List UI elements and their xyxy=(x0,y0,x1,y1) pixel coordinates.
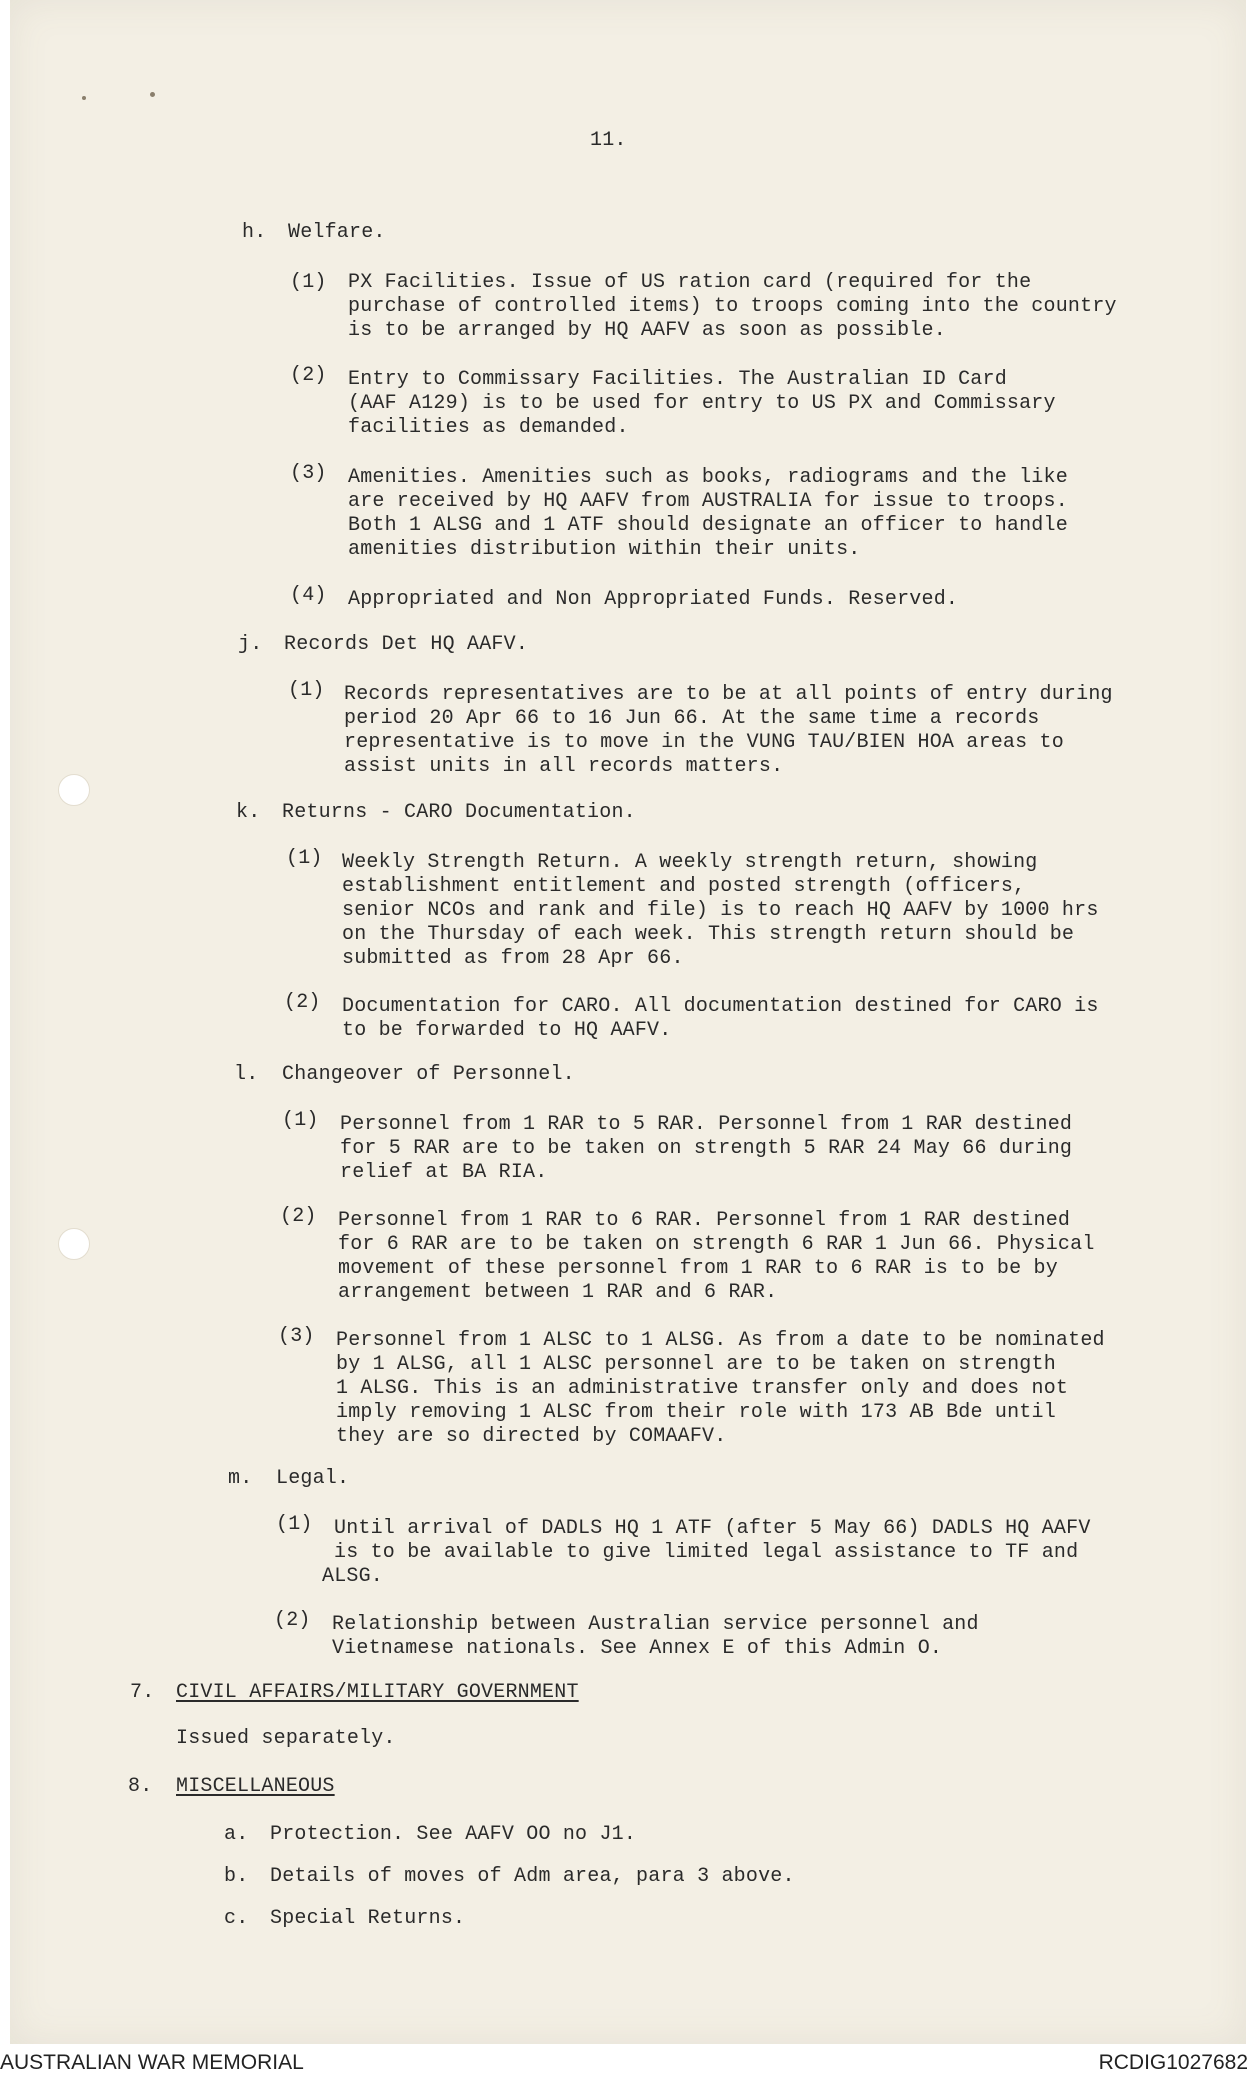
item-number: (1) xyxy=(288,679,325,702)
section-title-records: Records Det HQ AAFV. xyxy=(284,633,529,656)
section-label-h: h. xyxy=(242,221,267,244)
text-line: Documentation for CARO. All documentation destined for CARO is xyxy=(342,995,1099,1018)
paper-speck xyxy=(82,96,86,100)
text-line: senior NCOs and rank and file) is to reach HQ AAFV by 1000 hrs xyxy=(342,899,1099,922)
section-title-welfare: Welfare. xyxy=(288,221,386,244)
item-number: (2) xyxy=(284,991,321,1014)
text-line: Weekly Strength Return. A weekly strength return, showing xyxy=(342,851,1038,874)
misc-item-text: Details of moves of Adm area, para 3 above. xyxy=(270,1865,795,1888)
text-line: is to be arranged by HQ AAFV as soon as possible. xyxy=(348,319,946,342)
text-line: assist units in all records matters. xyxy=(344,755,784,778)
text-line: facilities as demanded. xyxy=(348,416,629,439)
item-number: (4) xyxy=(290,584,327,607)
item-number: (1) xyxy=(282,1109,319,1132)
section-label-k: k. xyxy=(236,801,261,824)
section-title-returns: Returns - CARO Documentation. xyxy=(282,801,636,824)
section-number-8: 8. xyxy=(128,1775,153,1798)
item-number: (3) xyxy=(278,1325,315,1348)
misc-item-label: c. xyxy=(224,1907,249,1930)
punch-hole-top xyxy=(58,774,90,806)
text-line: Appropriated and Non Appropriated Funds. Reserved. xyxy=(348,588,959,611)
text-line: Personnel from 1 ALSC to 1 ALSG. As from a date to be nominated xyxy=(336,1329,1105,1352)
punch-hole-bottom xyxy=(58,1228,90,1260)
section-heading-civil-affairs: CIVIL AFFAIRS/MILITARY GOVERNMENT xyxy=(176,1681,579,1704)
text-line: Personnel from 1 RAR to 5 RAR. Personnel from 1 RAR destined xyxy=(340,1113,1073,1136)
section-title-legal: Legal. xyxy=(276,1467,350,1490)
text-line: on the Thursday of each week. This strength return should be xyxy=(342,923,1075,946)
text-line: Until arrival of DADLS HQ 1 ATF (after 5 May 66) DADLS HQ AAFV xyxy=(334,1517,1091,1540)
misc-item-text: Protection. See AAFV OO no J1. xyxy=(270,1823,637,1846)
text-line: for 5 RAR are to be taken on strength 5 RAR 24 May 66 during xyxy=(340,1137,1073,1160)
section-label-l: l. xyxy=(234,1063,259,1086)
item-number: (1) xyxy=(276,1513,313,1536)
item-number: (1) xyxy=(290,271,327,294)
text-line: PX Facilities. Issue of US ration card (required for the xyxy=(348,271,1032,294)
text-line: arrangement between 1 RAR and 6 RAR. xyxy=(338,1281,778,1304)
text-line: Personnel from 1 RAR to 6 RAR. Personnel from 1 RAR destined xyxy=(338,1209,1071,1232)
text-line: (AAF A129) is to be used for entry to US PX and Commissary xyxy=(348,392,1056,415)
text-line: Records representatives are to be at all points of entry during xyxy=(344,683,1113,706)
text-line: by 1 ALSG, all 1 ALSC personnel are to be taken on strength xyxy=(336,1353,1056,1376)
misc-item-label: b. xyxy=(224,1865,249,1888)
text-line: are received by HQ AAFV from AUSTRALIA for issue to troops. xyxy=(348,490,1068,513)
text-line: period 20 Apr 66 to 16 Jun 66. At the same time a records xyxy=(344,707,1040,730)
text-line: amenities distribution within their units. xyxy=(348,538,861,561)
text-line: submitted as from 28 Apr 66. xyxy=(342,947,684,970)
text-line: Relationship between Australian service personnel and xyxy=(332,1613,979,1636)
text-line: imply removing 1 ALSC from their role with 173 AB Bde until xyxy=(336,1401,1056,1424)
item-number: (1) xyxy=(286,847,323,870)
text-line: Entry to Commissary Facilities. The Australian ID Card xyxy=(348,368,1007,391)
item-number: (3) xyxy=(290,462,327,485)
text-line: relief at BA RIA. xyxy=(340,1161,548,1184)
text-line: is to be available to give limited legal assistance to TF and xyxy=(334,1541,1079,1564)
section-label-j: j. xyxy=(238,633,263,656)
section-body-civil-affairs: Issued separately. xyxy=(176,1727,396,1750)
text-line: purchase of controlled items) to troops coming into the country xyxy=(348,295,1117,318)
text-line: movement of these personnel from 1 RAR to 6 RAR is to be by xyxy=(338,1257,1058,1280)
misc-item-text: Special Returns. xyxy=(270,1907,466,1930)
text-line: 1 ALSG. This is an administrative transfer only and does not xyxy=(336,1377,1069,1400)
section-title-changeover: Changeover of Personnel. xyxy=(282,1063,575,1086)
item-number: (2) xyxy=(274,1609,311,1632)
section-number-7: 7. xyxy=(130,1681,155,1704)
item-number: (2) xyxy=(290,364,327,387)
text-line: for 6 RAR are to be taken on strength 6 RAR 1 Jun 66. Physical xyxy=(338,1233,1095,1256)
page-number: 11. xyxy=(590,129,627,152)
text-line: representative is to move in the VUNG TAU/BIEN HOA areas to xyxy=(344,731,1064,754)
text-line: establishment entitlement and posted strength (officers, xyxy=(342,875,1026,898)
paper-speck xyxy=(150,92,155,97)
text-line: ALSG. xyxy=(322,1565,384,1588)
footer-document-id: RCDIG1027682 xyxy=(1098,2051,1248,2074)
text-line: Both 1 ALSG and 1 ATF should designate an officer to handle xyxy=(348,514,1068,537)
text-line: to be forwarded to HQ AAFV. xyxy=(342,1019,672,1042)
text-line: they are so directed by COMAAFV. xyxy=(336,1425,727,1448)
item-number: (2) xyxy=(280,1205,317,1228)
section-label-m: m. xyxy=(228,1467,253,1490)
text-line: Amenities. Amenities such as books, radiograms and the like xyxy=(348,466,1068,489)
footer-archive-name: AUSTRALIAN WAR MEMORIAL xyxy=(0,2051,304,2074)
text-line: Vietnamese nationals. See Annex E of this Admin O. xyxy=(332,1637,943,1660)
misc-item-label: a. xyxy=(224,1823,249,1846)
section-heading-miscellaneous: MISCELLANEOUS xyxy=(176,1775,335,1798)
